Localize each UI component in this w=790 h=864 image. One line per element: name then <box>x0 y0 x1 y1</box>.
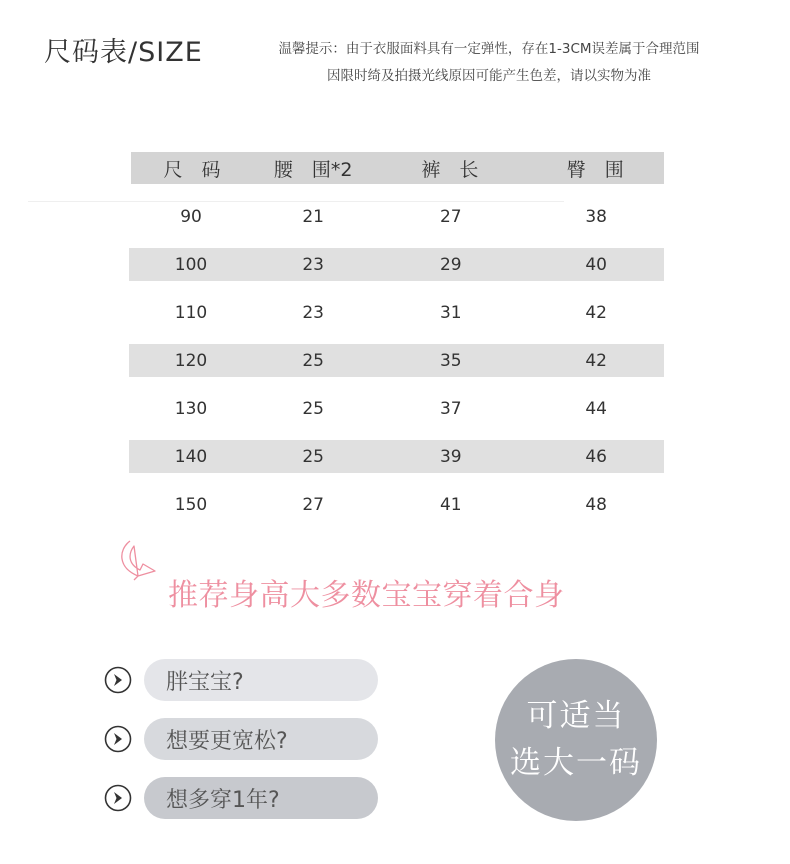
cell-length: 31 <box>439 302 462 323</box>
cell-length: 41 <box>439 494 462 515</box>
table-row <box>129 344 664 377</box>
cell-length: 27 <box>439 206 462 227</box>
tip-line-2: 因限时绮及拍摄光线原因可能产生色差，请以实物为准 <box>327 68 651 84</box>
cell-hip: 38 <box>585 206 607 227</box>
question-item <box>104 718 378 760</box>
cell-size: 150 <box>174 494 208 515</box>
cell-waist: 25 <box>302 350 324 371</box>
cell-length: 39 <box>439 446 462 467</box>
circle-arrow-right-icon <box>104 666 132 694</box>
cell-length: 29 <box>439 254 462 275</box>
table-row <box>129 488 664 521</box>
badge-line-2: 选大一码 <box>510 745 642 781</box>
cell-length: 35 <box>439 350 462 371</box>
tip-note <box>248 36 730 90</box>
recommend-text: 推荐身高大多数宝宝穿着合身 <box>168 578 565 613</box>
cell-waist: 23 <box>302 254 324 275</box>
table-body <box>129 200 664 521</box>
table-header <box>131 152 664 184</box>
size-table <box>129 152 664 536</box>
cell-hip: 48 <box>585 494 607 515</box>
header-size: 尺 码 <box>163 158 221 181</box>
cell-size: 120 <box>174 350 208 371</box>
header-length: 裤 长 <box>421 158 479 181</box>
header-waist: 腰 围*2 <box>273 158 353 181</box>
question-item <box>104 659 378 701</box>
page-title: 尺码表/SIZE <box>44 37 203 68</box>
badge-line-1: 可适当 <box>526 698 626 734</box>
question-item <box>104 777 378 819</box>
circle-arrow-right-icon <box>104 784 132 812</box>
cell-size: 100 <box>174 254 208 275</box>
cell-waist: 23 <box>302 302 324 323</box>
cell-waist: 21 <box>302 206 324 227</box>
cell-waist: 25 <box>302 398 324 419</box>
curved-arrow-icon <box>110 538 160 588</box>
cell-size: 110 <box>174 302 208 323</box>
cell-waist: 25 <box>302 446 324 467</box>
tip-line-1: 温馨提示：由于衣服面料具有一定弹性，存在1-3CM误差属于合理范围 <box>278 41 700 57</box>
cell-hip: 42 <box>585 302 607 323</box>
circle-arrow-right-icon <box>104 725 132 753</box>
table-row <box>129 248 664 281</box>
question-pill: 想多穿1年? <box>144 777 378 819</box>
table-row <box>129 200 664 233</box>
cell-hip: 44 <box>585 398 607 419</box>
cell-size: 130 <box>174 398 208 419</box>
question-pill: 胖宝宝? <box>144 659 378 701</box>
table-row <box>129 440 664 473</box>
cell-hip: 46 <box>585 446 607 467</box>
cell-length: 37 <box>439 398 462 419</box>
cell-hip: 40 <box>585 254 607 275</box>
header-hip: 臀 围 <box>566 158 624 181</box>
cell-size: 140 <box>174 446 208 467</box>
cell-size: 90 <box>180 206 202 227</box>
cell-hip: 42 <box>585 350 607 371</box>
table-row <box>129 392 664 425</box>
question-pill: 想要更宽松? <box>144 718 378 760</box>
table-row <box>129 296 664 329</box>
cell-waist: 27 <box>302 494 324 515</box>
size-up-badge <box>495 659 657 821</box>
